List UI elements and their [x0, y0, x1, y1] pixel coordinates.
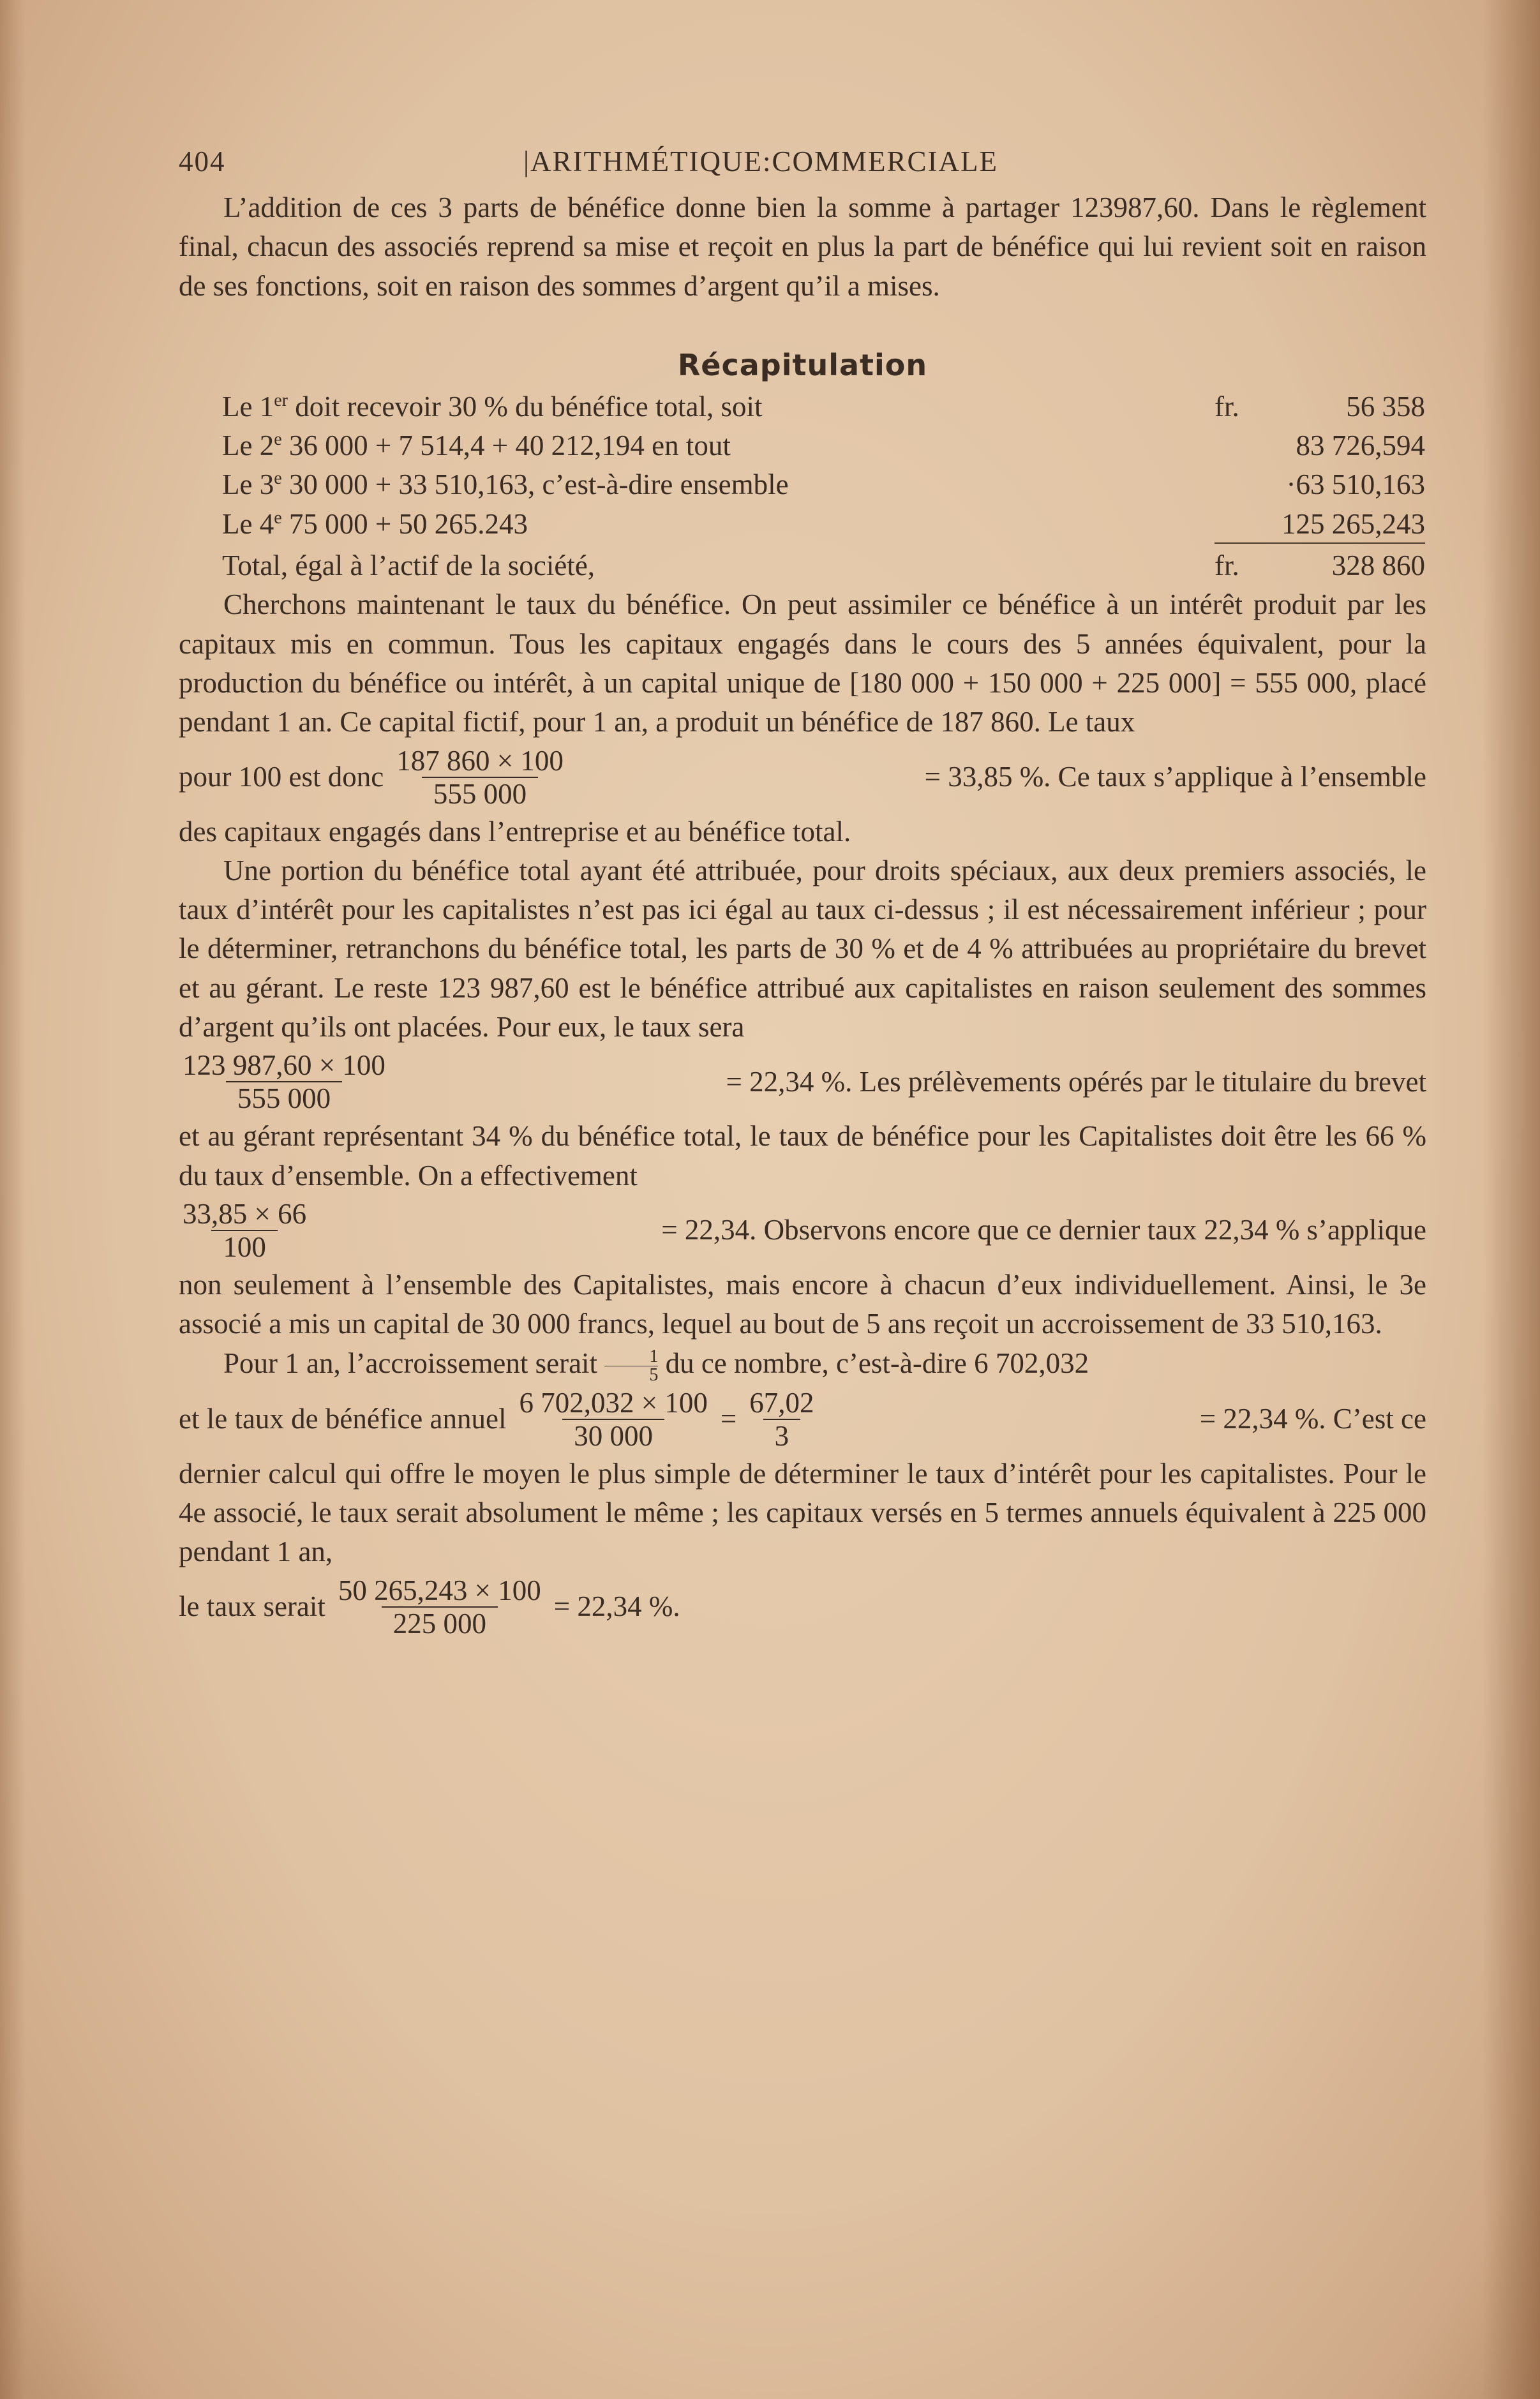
- formula-taux-annuel: [179, 1387, 1426, 1452]
- recap-rank-sup: e: [274, 507, 282, 528]
- recap-row: [222, 505, 1425, 544]
- recap-row: [222, 426, 1425, 465]
- recap-total-label: Total, égal à l’actif de la société,: [222, 549, 595, 582]
- fraction-numerator: 187 860 × 100: [396, 744, 564, 777]
- recap-row: [222, 387, 1425, 426]
- book-page: [179, 131, 1426, 1642]
- section-heading: Récapitulation: [677, 347, 928, 382]
- formula-taux-quatrieme: [179, 1574, 1426, 1640]
- fraction-denominator: 555 000: [226, 1081, 342, 1114]
- recap-desc: 36 000 + 7 514,4 + 40 212,194 en tout: [281, 430, 731, 462]
- formula-text: = 33,85 %. Ce taux s’applique à l’ensemble: [924, 760, 1426, 793]
- recap-rank-sup: e: [274, 430, 282, 450]
- fraction-numerator: 6 702,032 × 100: [519, 1386, 708, 1419]
- fraction-denominator: 3: [763, 1419, 801, 1452]
- fraction-denominator: 555 000: [422, 777, 538, 810]
- recap-value: 83 726,594: [1296, 430, 1425, 462]
- recap-value: 56 358: [1346, 390, 1425, 422]
- formula-verification: [179, 1198, 1426, 1263]
- recap-value: ·63 510,163: [1286, 468, 1425, 501]
- paragraph-accroissement: [179, 1344, 1426, 1384]
- paragraph-capitaux: des capitaux engagés dans l’entreprise et au bénéfice total.: [179, 815, 851, 848]
- paragraph-prelevements: et au gérant représentant 34 % du bénéfice total, le taux de bénéfice pour les Capitalistes doit être les 66 % du taux d’ensemble. On a effectivement: [179, 1120, 1426, 1192]
- fraction: [179, 1049, 389, 1114]
- fraction-small: [604, 1348, 658, 1384]
- fraction-numerator: 67,02: [749, 1386, 814, 1419]
- text-run: du ce nombre, c’est-à-dire 6 702,032: [665, 1347, 1089, 1379]
- fraction: [179, 1198, 310, 1263]
- running-title: |ARITHMÉTIQUE:COMMERCIALE: [523, 146, 998, 177]
- recap-total-row: [222, 546, 1425, 585]
- fraction: [392, 745, 567, 810]
- fraction-numerator: 123 987,60 × 100: [183, 1049, 385, 1082]
- paragraph-addition: L’addition de ces 3 parts de bénéfice donne bien la somme à partager 123987,60. Dans le règlement final, chacun des associés reprend sa mise et reçoit en plus la part de bénéfice qui lui revient soit en raison de ses fonctions, soit en raison des sommes d’argent qu’il a mises.: [179, 191, 1426, 302]
- fraction-numerator: 33,85 × 66: [183, 1197, 307, 1230]
- fraction: [334, 1574, 545, 1640]
- recap-rank: Le 3: [222, 468, 274, 501]
- fraction-denominator: 30 000: [562, 1419, 664, 1452]
- recap-rank: Le 2: [222, 430, 274, 462]
- fraction: [745, 1387, 818, 1452]
- paragraph-dernier-calcul: dernier calcul qui offre le moyen le plus simple de déterminer le taux d’intérêt pour les capitalistes. Pour le 4e associé, le taux serait absolument le même ; les capitaux versés en 5 termes annuels équivalent à 225 000 pendant 1 an,: [179, 1457, 1426, 1568]
- formula-text: et le taux de bénéfice annuel: [179, 1403, 507, 1435]
- formula-text: = 22,34 %. C’est ce: [1199, 1403, 1426, 1435]
- formula-equals: =: [720, 1403, 737, 1435]
- recap-rank-sup: er: [274, 390, 288, 410]
- fraction-denominator: 100: [211, 1230, 278, 1263]
- formula-text: pour 100 est donc: [179, 760, 384, 793]
- recap-desc: 75 000 + 50 265.243: [281, 507, 528, 540]
- paragraph-portion: Une portion du bénéfice total ayant été attribuée, pour droits spéciaux, aux deux premiers associés, le taux d’intérêt pour les capitalistes n’est pas ici égal au taux ci-dessus ; il est nécessairement inférieur ; pour le déterminer, retranchons du bénéfice total, les parts de 30 % et de 4 % attribuées au propriétaire du brevet et au gérant. Le reste 123 987,60 est le bénéfice attribué aux capitalistes en raison seulement des sommes d’argent qu’ils ont placées. Pour eux, le taux sera: [179, 854, 1426, 1043]
- paragraph-taux: Cherchons maintenant le taux du bénéfice. On peut assimiler ce bénéfice à un intérêt produit par les capitaux mis en commun. Tous les capitaux engagés dans le cours des 5 années équivalent, pour la production du bénéfice ou intérêt, à un capital unique de [180 000 + 150 000 + 225 000] = 555 000, placé pendant 1 an. Ce capital fictif, pour 1 an, a produit un bénéfice de 187 860. Le taux: [179, 588, 1426, 738]
- recap-rank: Le 1: [222, 390, 274, 422]
- fraction-denominator: 225 000: [382, 1606, 498, 1640]
- recap-desc: doit recevoir 30 % du bénéfice total, soit: [287, 390, 763, 422]
- formula-text: = 22,34 %.: [553, 1590, 680, 1622]
- formula-text: = 22,34 %. Les prélèvements opérés par le titulaire du brevet: [726, 1065, 1426, 1098]
- recap-currency: fr.: [1215, 390, 1239, 422]
- page-shadow-right: [1483, 0, 1540, 2399]
- page-header: [179, 131, 1426, 188]
- text-run: Pour 1 an, l’accroissement serait: [223, 1347, 598, 1379]
- formula-text: = 22,34. Observons encore que ce dernier taux 22,34 % s’applique: [661, 1214, 1426, 1246]
- fraction: [515, 1387, 711, 1452]
- paragraph-individuellement: non seulement à l’ensemble des Capitalistes, mais encore à chacun d’eux individuellement. Ainsi, le 3e associé a mis un capital de 30 000 francs, lequel au bout de 5 ans reçoit un accroissement de 33 510,163.: [179, 1268, 1426, 1340]
- page-number: 404: [179, 146, 226, 177]
- formula-taux-capitalistes: [179, 1049, 1426, 1114]
- recap-table: [222, 387, 1425, 585]
- recap-value: 125 265,243: [1282, 507, 1425, 540]
- recap-rank: Le 4: [222, 507, 274, 540]
- recap-total-value: 328 860: [1331, 549, 1425, 582]
- recap-row: [222, 465, 1425, 504]
- page-shadow-left: [0, 0, 26, 2399]
- fraction-denominator: 5: [604, 1366, 658, 1384]
- recap-rank-sup: e: [274, 468, 282, 489]
- formula-taux-ensemble: [179, 745, 1426, 810]
- fraction-numerator: 50 265,243 × 100: [338, 1574, 541, 1606]
- recap-desc: 30 000 + 33 510,163, c’est-à-dire ensemble: [281, 468, 789, 501]
- formula-text: le taux serait: [179, 1590, 325, 1622]
- recap-total-currency: fr.: [1215, 549, 1239, 582]
- fraction-numerator: 1: [649, 1346, 659, 1366]
